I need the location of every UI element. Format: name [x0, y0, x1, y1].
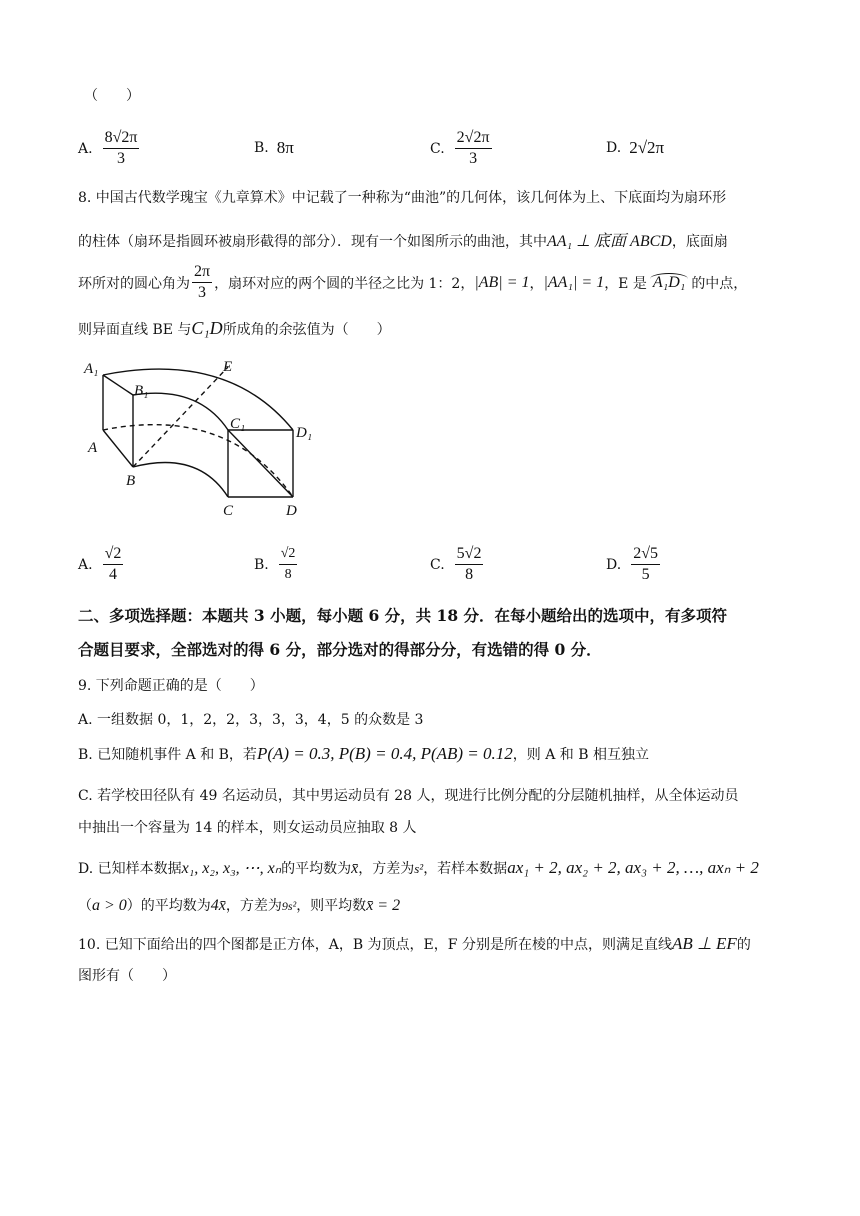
option-label: C.	[430, 556, 445, 573]
q8-line-2: 的柱体（扇环是指圆环被扇形截得的部分）．现有一个如图所示的曲池，其中AA₁ ⊥ 底面 ABCD，底面扇	[78, 233, 728, 250]
option-label: C.	[430, 140, 445, 157]
q8-option-a[interactable]	[78, 544, 125, 585]
q8-line-4: 则异面直线 BE 与C₁D所成角的余弦值为（ ）	[78, 318, 391, 338]
q9-option-c-line-1[interactable]: C. 若学校田径队有 49 名运动员，其中男运动员有 28 人，现进行比例分配的分层随机抽样，从全体运动员	[78, 788, 739, 804]
label-e: E	[223, 359, 233, 375]
q9-option-d-line-2: （a > 0）的平均数为4x̄，方差为9s²，则平均数x̄ = 2	[78, 897, 401, 914]
q9-option-a[interactable]: A. 一组数据 0，1，2，2，3，3，3，4，5 的众数是 3	[78, 712, 424, 728]
label-a: A	[88, 440, 98, 456]
section-2-heading-line-2: 合题目要求，全部选对的得 6 分，部分选对的得部分分，有选错的得 0 分．	[78, 640, 602, 659]
q9-option-b[interactable]: B. 已知随机事件 A 和 B，若P(A) = 0.3, P(B) = 0.4, P(AB) = 0.12，则 A 和 B 相互独立	[78, 744, 649, 763]
fraction: $\frac{√2}{8}$	[280, 546, 296, 582]
label-d: D	[286, 503, 297, 519]
q10-line-2: 图形有（ ）	[78, 968, 176, 984]
label-b1: B₁	[134, 383, 149, 399]
q8-line-3: 环所对的圆心角为 $\frac{2\pi}{3}$ ，扇环对应的两个圆的半径之比为 1：2， |AB| = 1 ， |AA₁| = 1 ，E 是 A₁D₁ 的中点，	[78, 263, 748, 301]
edge-a-b	[103, 430, 133, 467]
q9-option-d-line-1[interactable]: D. 已知样本数据x₁, x₂, x₃, ⋯, xₙ的平均数为x̄，方差为s²，若样本数据ax₁ + 2, ax₂ + 2, ax₃ + 2, …, axₙ + 2	[78, 858, 759, 877]
option-label: D.	[606, 140, 622, 156]
arc-a1d1: A₁D₁	[650, 273, 688, 292]
curved-pool-figure	[78, 355, 328, 525]
option-label: B.	[254, 140, 269, 156]
q7-option-d[interactable]	[606, 138, 664, 158]
q7-option-b[interactable]	[254, 138, 294, 158]
label-a1: A₁	[84, 361, 99, 377]
option-value: 8π	[276, 138, 294, 157]
option-label: A.	[78, 140, 93, 157]
label-d1: D₁	[296, 425, 313, 441]
fraction: $\frac{5√2}{8}$	[456, 545, 482, 583]
q7-option-c[interactable]	[430, 128, 494, 169]
q8-option-b[interactable]	[254, 544, 299, 585]
fraction: $\frac{8√2\pi}{3}$	[104, 129, 138, 167]
q8-line-1: 8. 中国古代数学瑰宝《九章算术》中记载了一种称为“曲池”的几何体，该几何体为上、下底面均为扇环形	[78, 190, 727, 206]
option-label: B.	[254, 556, 269, 573]
label-b: B	[126, 473, 136, 489]
q8-option-c[interactable]	[430, 544, 485, 585]
label-c: C	[223, 503, 234, 519]
fraction: $\frac{2√2\pi}{3}$	[456, 129, 490, 167]
inner-bottom-arc	[133, 462, 228, 497]
option-value: 2√2π	[629, 138, 665, 157]
q9-option-c-line-2: 中抽出一个容量为 14 的样本，则女运动员应抽取 8 人	[78, 820, 417, 836]
section-2-heading-line-1: 二、多项选择题：本题共 3 小题，每小题 6 分，共 18 分．在每小题给出的选项中，有多项符	[78, 606, 728, 625]
fraction: $\frac{2√5}{5}$	[633, 545, 658, 583]
q7-paren: （ ）	[84, 88, 140, 104]
fraction: $\frac{√2}{4}$	[104, 545, 122, 583]
angle-fraction: $\frac{2\pi}{3}$	[194, 263, 211, 301]
edge-a1-b1	[103, 375, 133, 395]
q8-option-d[interactable]	[606, 544, 662, 585]
label-c1: C₁	[230, 416, 246, 432]
segment-c1d	[228, 430, 293, 497]
q9-stem: 9. 下列命题正确的是（ ）	[78, 678, 264, 694]
segment-be	[133, 367, 228, 467]
option-label: A.	[78, 556, 93, 573]
option-label: D.	[606, 556, 622, 573]
q7-option-a[interactable]	[78, 128, 141, 169]
q10-line-1: 10. 已知下面给出的四个图都是正方体，A，B 为顶点，E，F 分别是所在棱的中点，则满足直线AB ⊥ EF的	[78, 934, 751, 953]
